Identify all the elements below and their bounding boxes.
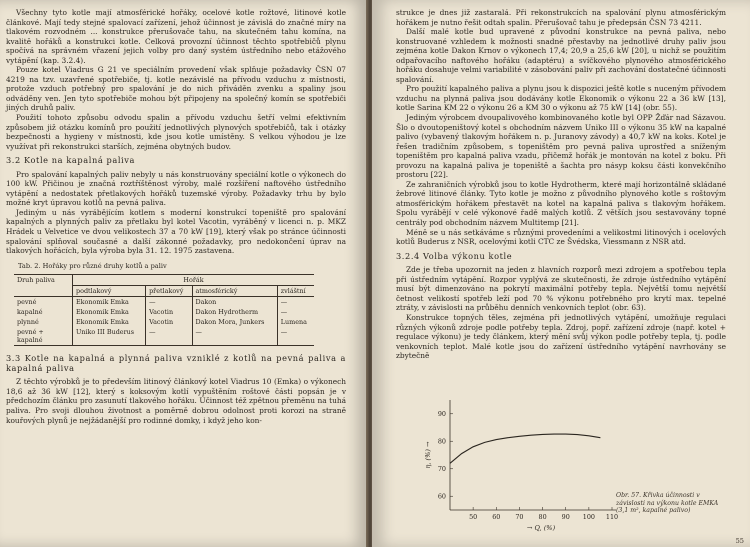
paragraph: Konstrukce topných těles, zejména při jednotlivých vytápění, umožňuje regulaci různých výkonů zdroje podle potřeby tepla. Zdroj, popř. zařízení zdroje (např. kotel + regulace výkonu) je tedy článkem, který mění svůj výkon podle potřeby tepla, tj. podle venkovních teplot. Malé kotle jsou do zařízení ústředního vytápění navrhovány se zbytečně <box>396 312 726 361</box>
right-column <box>396 8 726 361</box>
x-tick-label: 60 <box>492 513 501 521</box>
table-cell: Ekonomik Emka <box>73 317 146 327</box>
table-cell: Lumena <box>277 317 314 327</box>
paragraph: Jediným výrobcem dvoupalivového kombinovaného kotle byl OPP Žďár nad Sázavou. Šlo o dvoutopeništový kotel s obchodním názvem Uniko III o výkonu 35 kW na kapalné palivo (vybavený tlakovým hořákem n. p. Juranovy závody) a 40,7 kW na koks. Kotel je řešen tradičním způsobem, s topeništěm pro pevná paliva uprostřed a sníženým topeništěm pro kapalná paliva vzadu, přičemž hořák je montován na kotel z boku. Při provozu na kapalná paliva je topeniště a šachta pro násyp koksu části konvekčního prostoru [22]. <box>396 113 726 180</box>
table-cell: Ekonomik Emka <box>73 297 146 308</box>
table-cell: Uniko III Buderus <box>73 327 146 346</box>
paragraph: Pouze kotel Viadrus G 21 ve speciálním provedení však splňuje požadavky ČSN 07 4219 na tzv. uzavřené spotřebiče, tj. kotle nezávislé na přívodu vzduchu z místnosti, protože vzduch potřebný pro spalování je do nich přiváděn zvenku a spaliny jsou odváděny ven. Jen tyto spotřebiče mohou být připojeny na společný komín se spotřebiči jiných druhů paliv. <box>6 65 346 113</box>
burner-table <box>14 274 314 346</box>
table-cell: — <box>277 327 314 346</box>
paragraph: strukce je dnes již zastaralá. Při rekonstrukcích na spalování plynu atmosférickým hořákem je nutno řešit odtah spalin. Přerušovač tahu je předepsán ČSN 73 4211. <box>396 8 726 27</box>
efficiency-chart <box>398 392 728 542</box>
table-row <box>14 327 314 346</box>
paragraph: Všechny tyto kotle mají atmosférické hořáky, ocelové kotle rožtové, litinové kotle článkové. Mají tedy stejné spalovací zařízení, jehož účinnost je závislá do značné míry na tlakovém rozvodném ... konstrukce přerušovače tahu, na skutečném tahu komína, na kvalitě hořáků a konstrukci kotle. Celková provozní účinnost těchto spotřebičů plynu spočívá na správném vřazení jejich volby pro daný systém ústředního nebo etážového vytápění (kap. 3.2.4). <box>6 8 346 65</box>
table-header-cell: atmosférický <box>192 286 277 297</box>
table-cell: plynné <box>17 318 39 327</box>
y-axis-label: η, (%) → <box>424 441 432 469</box>
table-cell: Dakon Mora, Junkers <box>192 317 277 327</box>
table-row <box>14 307 314 317</box>
table-header-cell: podtlakový <box>73 286 146 297</box>
right-page <box>372 0 750 547</box>
table-row <box>14 317 314 327</box>
x-tick-label: 100 <box>582 513 595 521</box>
table-header-cell: přetlakový <box>146 286 192 297</box>
section-heading: 3.2 Kotle na kapalná paliva <box>6 155 135 166</box>
table-cell: pevné + kapalné <box>14 327 73 346</box>
table-cell: Vacotin <box>146 307 192 317</box>
x-axis-label: → Q, (%) <box>526 524 556 532</box>
table-header-fuel: Druh paliva <box>14 275 73 297</box>
table-cell: — <box>146 297 192 308</box>
paragraph: Jediným u nás vyrábějícím kotlem s moderní konstrukcí topeniště pro spalování kapalných a plynných paliv za přetlaku byl kotel Vacotin, vyráběný v licenci n. p. MKZ Hrádek u Velvetice ve dvou velikostech 37 a 70 kW [19], který však po stránce účinnosti spalování splňoval současné a další zákonné požadavky, pro nedokončení úprav na tlakových hořácích, byla výroba byla 31. 12. 1975 zastavena. <box>6 207 346 256</box>
left-column <box>6 8 346 425</box>
paragraph: Ze zahraničních výrobků jsou to kotle Hydrotherm, které mají horizontálně skládané žebrové litinové články. Tyto kotle je možno z původního plynového kotle s roštovým atmosférickým hořákem přestavět na kotel na kapalná paliva s tlakovým hořákem. Spolu vyrábějí v celé výkonové řadě malých kotlů. Z větších jsou sestavovány topné centrály pod obchodním názvem Multitemp [21]. <box>396 179 726 228</box>
paragraph: Méně se u nás setkáváme s různými provedeními a velikostmi litinových i ocelových kotlů Buderus z NSR, ocelovými kotli CTC ze Švédska, Viessmann z NSR atd. <box>396 227 726 247</box>
x-tick-label: 90 <box>561 513 570 521</box>
paragraph: Z těchto výrobků je to především litinový článkový kotel Viadrus 10 (Emka) o výkonech 18,6 až 36 kW [12], který s koksovým kotlí vypuštěním roštové části popsán je v předchozím článku pro zasunutí tlakového hořáku. Účinnost též zpětnou přeměnu na tuhá paliva. Pro svoji dlouhou životnost a poměrně dobrou odolnost proti korozi na straně kouřových plynů je nejžádanější pro rodinné domky, i když jeho kon- <box>6 377 346 425</box>
table-cell: Dakon <box>192 297 277 308</box>
table-cell: — <box>192 327 277 346</box>
figure-caption: Obr. 57. Křivka účinnosti v závislosti na výkonu kotle EMKA (3,1 m², kapalné palivo) <box>616 492 719 515</box>
y-tick-label: 60 <box>437 492 446 501</box>
efficiency-curve <box>450 434 600 463</box>
table-cell: kapalné <box>17 308 43 317</box>
table-cell: Vacotin <box>146 317 192 327</box>
table-cell: Dakon Hydrotherm <box>192 307 277 317</box>
paragraph: Další malé kotle bud upravené z původní konstrukce na pevná paliva, nebo konstruované vzhledem k možnosti snadné přestavby na jednotlivé druhy paliv jsou zejména kotle Dakon Krnov o výkonech 17,4; 20,9 a 25,6 kW [20], u nichž se použitím odpařovacího naftového hořáku (adaptéru) a svíčkového plynového atmosférického hořáku dosahuje velmi variabilité v zásobování paliv při zachování dostatečné účinnosti spalování. <box>396 27 726 84</box>
efficiency-chart-svg <box>398 392 728 542</box>
table-caption: Tab. 2. Hořáky pro různé druhy kotlů a paliv <box>18 261 167 270</box>
section-heading: 3.3 Kotle na kapalná a plynná paliva vzniklé z kotlů na pevná paliva a kapalná paliva <box>6 353 346 373</box>
paragraph: Použití tohoto způsobu odvodu spalin a přívodu vzduchu šetří velmi efektivním způsobem již otázku komínů pro použití jednotlivých plynových spotřebičů, tak i otázky bezpečnosti a hygieny v místnosti, kde jsou kotle umístěny. S velkou výhodou je lze využívat při rekonstrukci starších, zejména obytných budov. <box>6 113 346 151</box>
table-cell: — <box>277 307 314 317</box>
x-tick-label: 50 <box>469 513 478 521</box>
paragraph: Pro použití kapalného paliva a plynu jsou k dispozici ještě kotle s nuceným přívodem vzduchu na plynná paliva jsou dodávány kotle Ekonomik o výkonu 22 a 36 kW [13], kotle Sarina KM 22 o výkonu 26 a KM 30 o výkonu až 75 kW [14] (obr. 55). <box>396 84 726 113</box>
y-tick-label: 90 <box>437 409 446 418</box>
table-cell: pevné <box>17 298 37 307</box>
table-cell: Ekonomik Emka <box>73 307 146 317</box>
table-header-burner: Hořák <box>73 275 315 286</box>
x-tick-label: 110 <box>605 513 619 521</box>
page-number: 55 <box>735 537 744 545</box>
y-tick-label: 70 <box>437 464 446 473</box>
section-heading: 3.2.4 Volba výkonu kotle <box>396 250 513 261</box>
table-cell: — <box>146 327 192 346</box>
paragraph: Zde je třeba upozornit na jeden z hlavních rozporů mezi zdrojem a spotřebou tepla při ústředním vytápění. Rozpor vyplývá ze skutečnosti, že zdroje ústředního vytápění musí být dimenzováno na pokrytí maximální potřeby tepla. Největší tomu největší četnost velikostí spotřeb leží pod 70 % výkonu potřebného pro krytí max. tepelné ztráty, v závislosti na průběhu denních venkovních teplot (obr. 63). <box>396 265 726 313</box>
left-page <box>0 0 368 547</box>
x-tick-label: 80 <box>538 513 547 521</box>
paragraph: Pro spalování kapalných paliv nebyly u nás konstruovány speciální kotle o výkonech do 100 kW. Přičinou je značná roztříštěnost výroby, malé rozšíření naftového ústředního vytápění a nedostatek přetlakových hořáků tuzemské výroby. Požadavky trhu by bylo možné kryt úpravou kotlů na pevná paliva. <box>6 169 346 208</box>
y-tick-label: 80 <box>437 437 446 446</box>
table-cell: — <box>277 297 314 308</box>
table-row <box>14 297 314 308</box>
table-header-cell: zvláštní <box>277 286 314 297</box>
x-tick-label: 70 <box>515 513 524 521</box>
